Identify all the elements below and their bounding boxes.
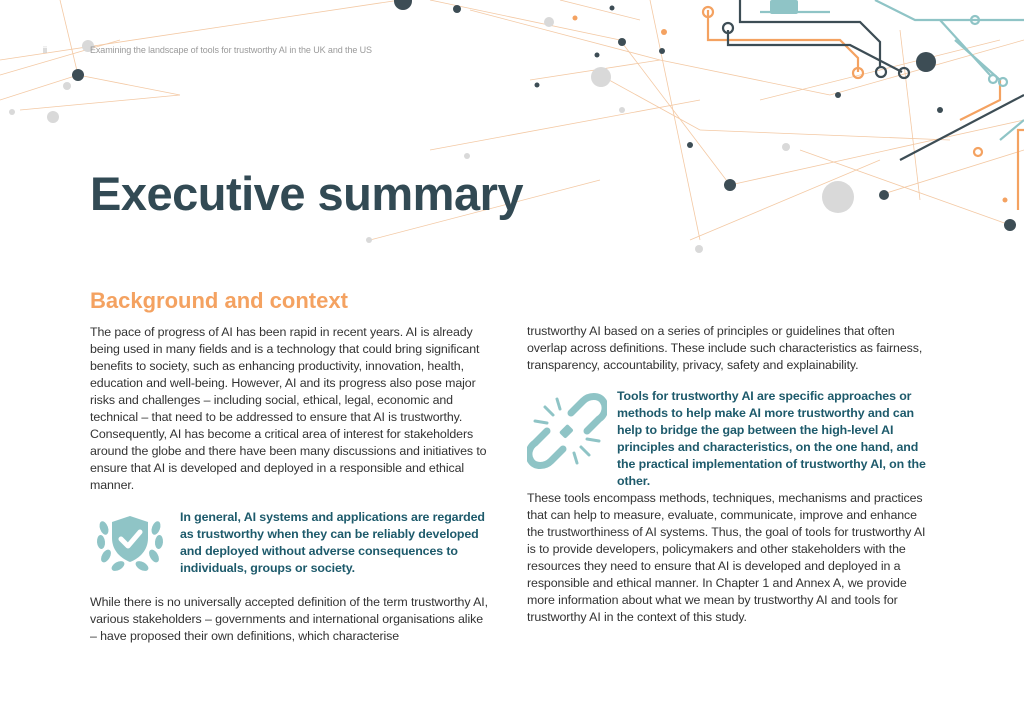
running-header: Examining the landscape of tools for trustworthy AI in the UK and the US: [90, 45, 372, 55]
right-paragraph-2: These tools encompass methods, techniques, mechanisms and practices that can help to measure, evaluate, communicate, improve and enhance the trustworthiness of AI systems. Thus, the goal of tools for trustworthy AI is to provide developers, policymakers and other stakeholders with the resources they need to ensure that AI is developed and deployed in a responsible and ethical manner. In Chapter 1 and Annex A, we provide more information about what we mean by trustworthy AI and tools for trustworthy AI in the context of this study.: [527, 491, 926, 624]
page-number: ii: [43, 45, 47, 55]
right-callout: Tools for trustworthy AI are specific approaches or methods to help make AI more trustworthy and can help to bridge the gap between the high-level AI principles and characteristics, on the one hand, and the practical implementation of trustworthy AI, on the other.: [617, 389, 926, 488]
shield-laurel-icon: [92, 508, 168, 574]
page-title: Executive summary: [90, 167, 524, 220]
left-callout: In general, AI systems and applications are regarded as trustworthy when they can be reliably developed and deployed without adverse consequences to individuals, groups or society.: [180, 510, 485, 575]
chain-link-icon: [527, 393, 607, 469]
network-graphic: [0, 0, 1024, 260]
section-heading: Background and context: [90, 288, 348, 313]
left-paragraph-1: The pace of progress of AI has been rapid in recent years. AI is already being used in many fields and is a technology that could bring significant benefits to society, such as enhancing productivity, innovation, health, education and well-being. However, AI and its progress also pose major risks and challenges – including social, ethical, legal, economic and technical – that need to be addressed to ensure that AI is trustworthy. Consequently, AI has become a critical area of interest for stakeholders around the globe and there have been many discussions and initiatives to ensure that AI is developed and deployed in a responsible and ethical manner.: [90, 325, 487, 492]
left-paragraph-2: While there is no universally accepted definition of the term trustworthy AI, various stakeholders – governments and international organisations alike – have proposed their own definitions, which characterise: [90, 595, 488, 643]
right-paragraph-1: trustworthy AI based on a series of principles or guidelines that often overlap across definitions. These include such characteristics as fairness, transparency, accountability, privacy, safety and explainability.: [527, 324, 923, 372]
